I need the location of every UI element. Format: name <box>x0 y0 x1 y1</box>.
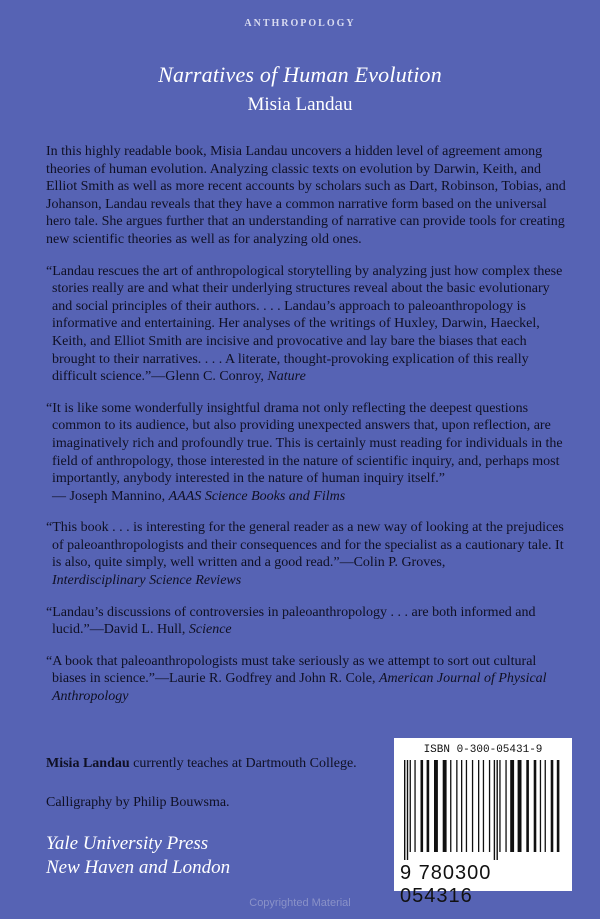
barcode-bar <box>443 760 447 852</box>
barcode-panel <box>394 738 572 907</box>
bio-text: currently teaches at Dartmouth College. <box>129 756 357 771</box>
review-source: Interdisciplinary Science Reviews <box>52 573 242 589</box>
category-label: ANTHROPOLOGY <box>244 18 356 29</box>
copyright-watermark: Copyrighted Material <box>249 897 351 909</box>
barcode-bar <box>410 760 411 852</box>
isbn-label: ISBN 0-300-05431-9 <box>423 744 543 756</box>
barcode-digits: 9 780300 054316 <box>400 862 492 907</box>
barcode-bar <box>483 760 484 852</box>
book-title: Narratives of Human Evolution <box>158 62 442 87</box>
review-attribution: — Joseph Mannino, <box>52 488 169 504</box>
review-2 <box>46 400 566 506</box>
barcode-bar <box>478 760 479 852</box>
blurbs-section <box>46 143 566 720</box>
review-source: Nature <box>267 369 306 385</box>
review-text: “Landau’s discussions of controversies in paleoanthropology . . . are both informed and lucid.” <box>46 604 536 638</box>
review-attribution: —Laurie R. Godfrey and John R. Cole, <box>155 671 379 687</box>
author-bio <box>46 756 357 772</box>
barcode-bar <box>456 760 457 852</box>
barcode-bar <box>421 760 424 852</box>
publisher-location: New Haven and London <box>46 857 231 878</box>
review-5 <box>46 653 552 706</box>
barcode-bar <box>497 760 498 860</box>
barcode-bar <box>414 760 415 852</box>
barcode-bar <box>557 760 560 852</box>
barcode-bar <box>534 760 537 852</box>
barcode-bar <box>472 760 473 852</box>
barcode-bar <box>518 760 522 852</box>
review-4 <box>46 604 566 639</box>
book-description: In this highly readable book, Misia Landau uncovers a hidden level of agreement among theories of human evolution. Analyzing classic texts on evolution by Darwin, Keith, and Elliot Smith as well as more recent accounts by scholars such as Dart, Robinson, Tobias, and Johanson, Landau reveals that they have a common narrative form based on the universal hero tale. She argues further that an understanding of narrative can provide tools for creating new scientific theories as well as for analyzing old ones. <box>46 144 566 247</box>
publisher-name: Yale University Press <box>46 833 209 854</box>
barcode-bar <box>450 760 451 852</box>
barcode-bar <box>499 760 500 852</box>
review-text: “A book that paleoanthropologists must take seriously as we attempt to sort out cultural biases in science.” <box>46 653 537 687</box>
review-text: “It is like some wonderfully insightful drama not only reflecting the deepest questions common to its audience, but also providing unexpected answers that, upon reflection, are imaginatively rich and profoundly true. This is certainly must reading for individuals in the field of anthropology, those interested in the nature of scientific inquiry, and, perhaps most importantly, anybody interested in the nature of human inquiry itself.” <box>46 400 563 487</box>
review-source: AAAS Science Books and Films <box>168 488 346 504</box>
review-text: “Landau rescues the art of anthropological storytelling by analyzing just how complex these stories really are and what their underlying structures reveal about the basic evolutionary and social principles of their authors. . . . Landau’s approach to paleoanthropology is informative and entertaining. Her analyses of the writings of Huxley, Darwin, Haeckel, Keith, and Elliot Smith are incisive and provocative and lay bare the biases that each brought to their narratives. . . . A literate, thought-provoking explication of this really difficult science.” <box>46 263 563 385</box>
barcode-bar <box>551 760 554 852</box>
publisher-imprint <box>46 832 230 880</box>
review-text: “This book . . . is interesting for the general reader as a new way of looking at the prejudices of paleoanthropologists and their consequences and for the specialist as a cautionary tale. It is also, quite simply, well written and a good read.” <box>46 520 564 571</box>
bio-author-name: Misia Landau <box>46 756 130 771</box>
barcode-bar <box>407 760 408 860</box>
barcode-bar <box>510 760 514 852</box>
book-author: Misia Landau <box>247 94 353 115</box>
barcode-bar <box>494 760 495 860</box>
barcode-bar <box>466 760 467 852</box>
calligraphy-credit: Calligraphy by Philip Bouwsma. <box>46 795 230 810</box>
barcode-bar <box>427 760 430 852</box>
review-source: American Journal of Physical Anthropology <box>52 671 547 705</box>
review-1 <box>46 263 566 386</box>
review-attribution: —Colin P. Groves, <box>339 555 446 571</box>
review-attribution: —David L. Hull, <box>89 622 189 638</box>
barcode-image <box>402 760 564 860</box>
review-source: Science <box>188 622 232 638</box>
barcode-bar <box>489 760 490 852</box>
barcode-bar <box>434 760 438 852</box>
barcode-bar <box>461 760 462 852</box>
barcode-bar <box>540 760 541 852</box>
review-3 <box>46 519 566 589</box>
barcode-bar <box>545 760 546 852</box>
barcode-bar <box>404 760 405 860</box>
barcode-bar <box>505 760 506 852</box>
review-attribution: —Glenn C. Conroy, <box>151 369 268 385</box>
barcode-bar <box>526 760 529 852</box>
